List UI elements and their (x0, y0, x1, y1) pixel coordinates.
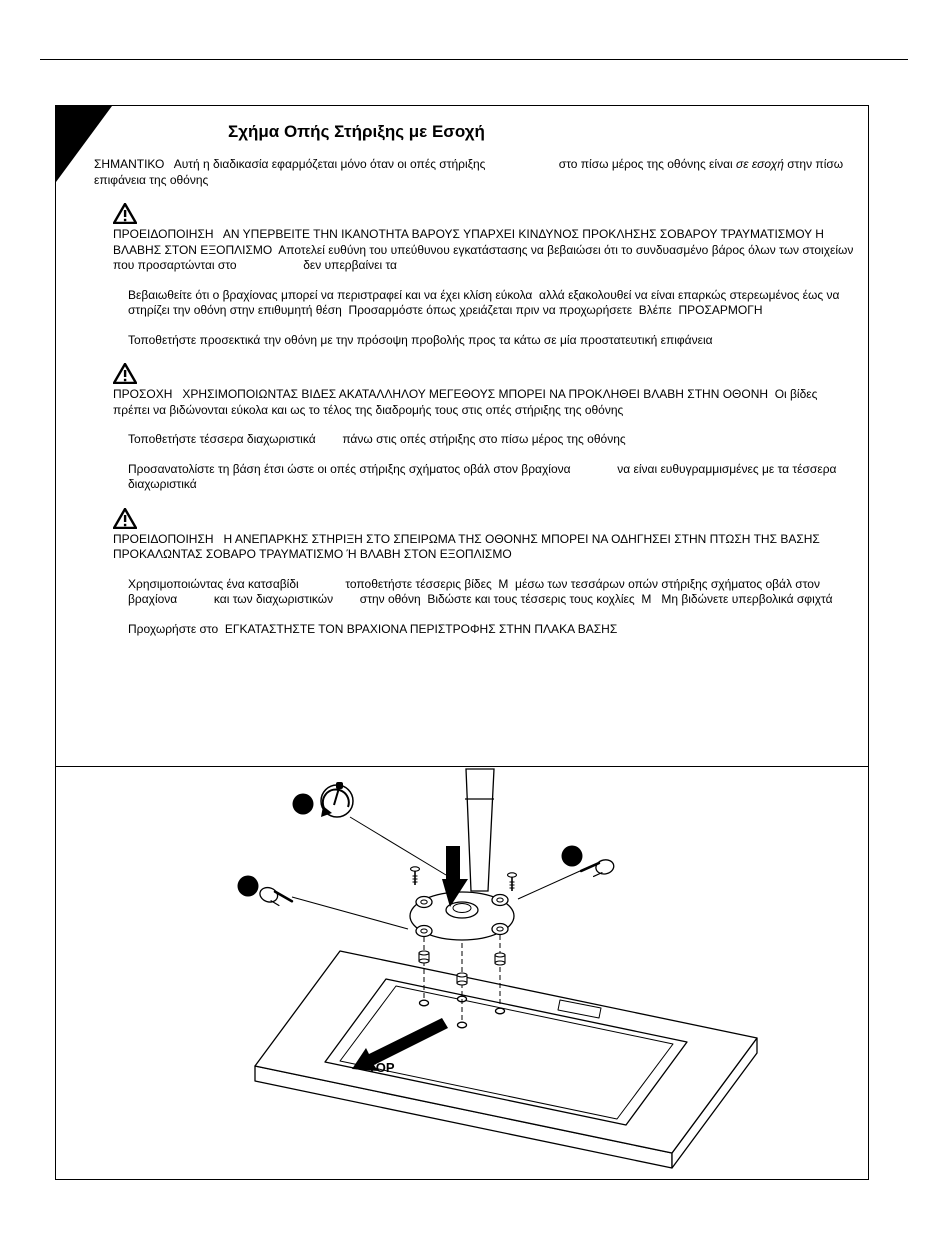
pointing-hand-icon (258, 885, 294, 909)
warning-block-1 (113, 203, 857, 274)
warning-block-3 (113, 508, 854, 563)
screw-icon (508, 873, 517, 891)
warning-triangle-icon (113, 508, 137, 529)
top-label: TOP (368, 1060, 395, 1075)
step-paragraph: Προσανατολίστε τη βάση έτσι ώστε οι οπές στήριξης σχήματος οβάλ στον βραχίονα να είναι ευθυγραμμισμένες με τα τέσσερα διαχωριστικά (128, 461, 840, 491)
step-paragraph: Χρησιμοποιώντας ένα κατσαβίδι τοποθετήστε τέσσερις βίδες Μ μέσω των τεσσάρων οπών στήριξης σχήματος οβάλ στον βραχίονα και των διαχωριστικών στην οθόνη Βιδώστε και τους τέσσερις τους κοχλίες Μ Μη βιδώνετε υπερβολικά σφιχτά (128, 576, 833, 606)
swivel-arm-column (465, 769, 494, 891)
callout-dot (238, 876, 259, 897)
mount-hole (496, 1008, 505, 1014)
warning-block-2 (113, 363, 854, 418)
step-paragraph: Προχωρήστε στο ΕΓΚΑΤΑΣΤΗΣΤΕ ΤΟΝ ΒΡΑΧΙΟΝΑ ΠΕΡΙΣΤΡΟΦΗΣ ΣΤΗΝ ΠΛΑΚΑ ΒΑΣΗΣ (128, 621, 618, 636)
warning-triangle-icon (113, 363, 137, 384)
intro-text: ΣΗΜΑΝΤΙΚΟ Αυτή η διαδικασία εφαρμόζεται μόνο όταν οι οπές στήριξης στο πίσω μέρος της οθόνης είναι (94, 157, 737, 171)
plate-ear (416, 926, 432, 937)
caution-text: ΠΡΟΣΟΧΗ ΧΡΗΣΙΜΟΠΟΙΩΝΤΑΣ ΒΙΔΕΣ ΑΚΑΤΑΛΛΗΛΟΥ ΜΕΓΕΘΟΥΣ ΜΠΟΡΕΙ ΝΑ ΠΡΟΚΛΗΘΕΙ ΒΛΑΒΗ ΣΤΗΝ ΟΘΟΝΗ Οι βίδες πρέπει να βιδώνονται εύκολα και ως το τέλος της διαδρομής τους στις οπές στήριξης της οθόνης (113, 387, 821, 417)
step-paragraph: Τοποθετήστε τέσσερα διαχωριστικά πάνω στις οπές στήριξης στο πίσω μέρος της οθόνης (128, 432, 626, 446)
callout-dot (293, 794, 314, 815)
plate-hub-inner (453, 904, 471, 913)
warning-text: ΠΡΟΕΙΔΟΠΟΙΗΣΗ Η ΑΝΕΠΑΡΚΗΣ ΣΤΗΡΙΞΗ ΣΤΟ ΣΠΕΙΡΩΜΑ ΤΗΣ ΟΘΟΝΗΣ ΜΠΟΡΕΙ ΝΑ ΟΔΗΓΗΣΕΙ ΣΤΗΝ ΠΤΩΣΗ ΤΗΣ ΒΑΣΗΣ ΠΡΟΚΑΛΩΝΤΑΣ ΣΟΒΑΡΟ ΤΡΑΥΜΑΤΙΣΜΟ Ή ΒΛΑΒΗ ΣΤΟΝ ΕΞΟΠΛΙΣΜΟ (113, 531, 824, 561)
mount-hole (420, 1000, 429, 1006)
screw-icons (411, 867, 517, 891)
plate-ear (492, 895, 508, 906)
rotation-torque-icon (321, 782, 353, 817)
intro-text-tail: στην πίσω επιφάνεια της οθόνης (94, 157, 847, 187)
page-title: Σχήμα Οπής Στήριξης με Εσοχή (228, 122, 485, 141)
monitor-base-panel (255, 951, 757, 1168)
spacer-icon (457, 973, 467, 985)
plate-ear (416, 897, 432, 908)
warning-text: ΠΡΟΕΙΔΟΠΟΙΗΣΗ ΑΝ ΥΠΕΡΒΕΙΤΕ ΤΗΝ ΙΚΑΝΟΤΗΤΑ ΒΑΡΟΥΣ ΥΠΑΡΧΕΙ ΚΙΝΔΥΝΟΣ ΠΡΟΚΛΗΣΗΣ ΣΟΒΑΡΟΥ ΤΡΑΥΜΑΤΙΣΜΟΥ Η ΒΛΑΒΗΣ ΣΤΟΝ ΕΞΟΠΛΙΣΜΟ Αποτελεί ευθύνη του υπεύθυνου εγκατάστασης να βεβαιώσει ότι το συνδυασμένο βάρος όλων των στοιχείων που προσαρτώνται στο δεν υπερβαίνει τα (113, 227, 857, 272)
intro-emphasis: σε εσοχή (736, 157, 784, 171)
step-paragraph: Τοποθετήστε προσεκτικά την οθόνη με την πρόσοψη προβολής προς τα κάτω σε μία προστατευτική επιφάνεια (128, 332, 713, 347)
callout-dot (562, 846, 583, 867)
spacer-icon (419, 951, 429, 963)
plate-ear (492, 924, 508, 935)
mount-hole (458, 1022, 467, 1028)
content-box (55, 105, 869, 1180)
header-rule (40, 59, 908, 60)
screw-icon (411, 867, 420, 885)
assembly-illustration (56, 767, 868, 1179)
spacer-icon (495, 953, 505, 965)
warning-triangle-icon (113, 203, 137, 224)
step-paragraph: Βεβαιωθείτε ότι ο βραχίονας μπορεί να περιστραφεί και να έχει κλίση εύκολα αλλά εξακολουθεί να είναι επαρκώς στερεωμένος έως να στηρίζει την οθόνη στην επιθυμητή θέση Προσαρμόστε όπως χρειάζεται πριν να προχωρήσετε Βλέπε ΠΡΟΣΑΡΜΟΓΗ (128, 287, 843, 317)
swivel-arm-mounting-plate (410, 892, 514, 940)
figure-section (56, 766, 868, 1179)
pointing-hand-icon (580, 858, 615, 879)
intro-paragraph (94, 157, 854, 188)
